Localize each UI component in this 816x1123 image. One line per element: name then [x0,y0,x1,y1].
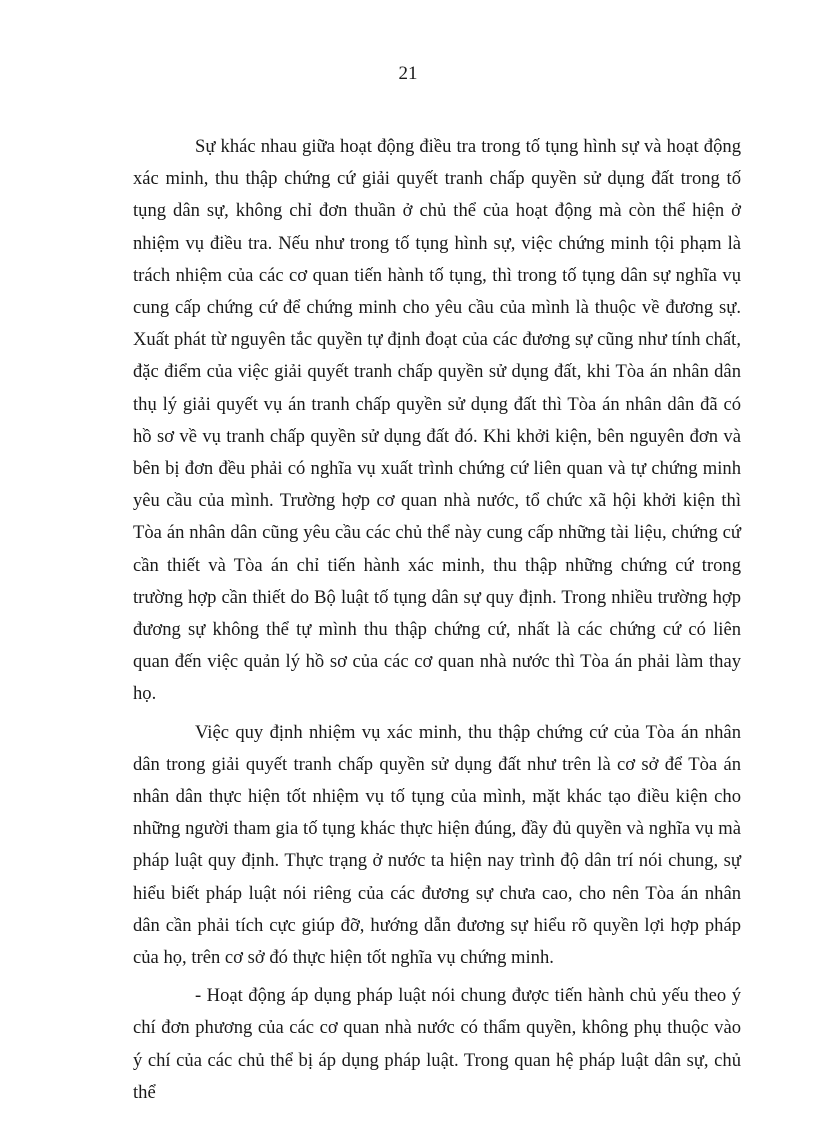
paragraph-3: - Hoạt động áp dụng pháp luật nói chung được tiến hành chủ yếu theo ý chí đơn phương của các cơ quan nhà nước có thẩm quyền, không phụ thuộc vào ý chí của các chủ thể bị áp dụng pháp luật. Trong quan hệ pháp luật dân sự, chủ thể [133,985,741,1103]
body-text [133,131,741,1109]
page-number: 21 [398,63,418,84]
paragraph-1: Sự khác nhau giữa hoạt động điều tra trong tố tụng hình sự và hoạt động xác minh, thu thập chứng cứ giải quyết tranh chấp quyền sử dụng đất trong tố tụng dân sự, không chỉ đơn thuần ở chủ thể của hoạt động mà còn thể hiện ở nhiệm vụ điều tra. Nếu như trong tố tụng hình sự, việc chứng minh tội phạm là trách nhiệm của các cơ quan tiến hành tố tụng, thì trong tố tụng dân sự nghĩa vụ cung cấp chứng cứ để chứng minh cho yêu cầu của mình là thuộc về đương sự. Xuất phát từ nguyên tắc quyền tự định đoạt của các đương sự cũng như tính chất, đặc điểm của việc giải quyết tranh chấp quyền sử dụng đất, khi Tòa án nhân dân thụ lý giải quyết vụ án tranh chấp quyền sử dụng đất thì Tòa án nhân dân đã có hồ sơ về vụ tranh chấp quyền sử dụng đất đó. Khi khởi kiện, bên nguyên đơn và bên bị đơn đều phải có nghĩa vụ xuất trình chứng cứ liên quan và tự chứng minh yêu cầu của mình. Trường hợp cơ quan nhà nước, tổ chức xã hội khởi kiện thì Tòa án nhân dân cũng yêu cầu các chủ thể này cung cấp những tài liệu, chứng cứ cần thiết và Tòa án chỉ tiến hành xác minh, thu thập những chứng cứ trong trường hợp cần thiết do Bộ luật tố tụng dân sự quy định. Trong nhiều trường hợp đương sự không thể tự mình thu thập chứng cứ, nhất là các chứng cứ có liên quan đến việc quản lý hồ sơ của các cơ quan nhà nước thì Tòa án phải làm thay họ. [133,136,741,705]
paragraph-2: Việc quy định nhiệm vụ xác minh, thu thập chứng cứ của Tòa án nhân dân trong giải quyết tranh chấp quyền sử dụng đất như trên là cơ sở để Tòa án nhân dân thực hiện tốt nhiệm vụ tố tụng của mình, mặt khác tạo điều kiện cho những người tham gia tố tụng khác thực hiện đúng, đầy đủ quyền và nghĩa vụ mà pháp luật quy định. Thực trạng ở nước ta hiện nay trình độ dân trí nói chung, sự hiểu biết pháp luật nói riêng của các đương sự chưa cao, cho nên Tòa án nhân dân cần phải tích cực giúp đỡ, hướng dẫn đương sự hiểu rõ quyền lợi hợp pháp của họ, trên cơ sở đó thực hiện tốt nghĩa vụ chứng minh. [133,721,741,969]
